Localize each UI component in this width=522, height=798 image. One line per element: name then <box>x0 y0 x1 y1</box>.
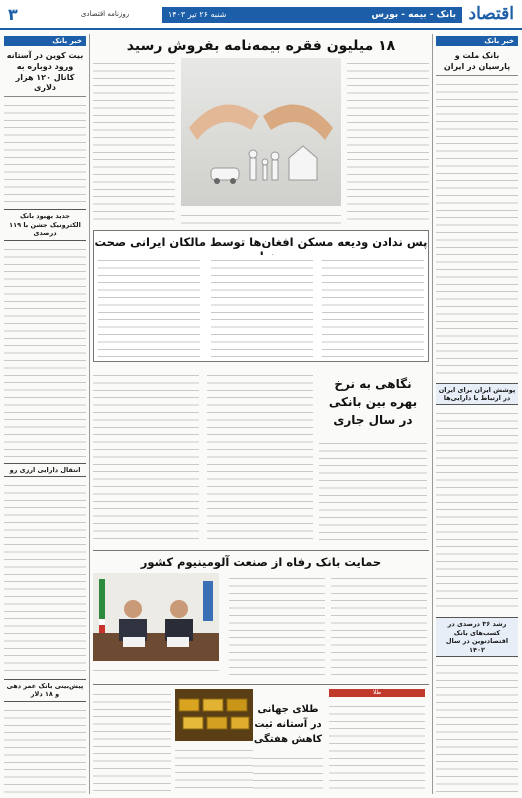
hands-protecting-family-illustration <box>181 58 341 206</box>
right-bottom-body <box>436 660 518 798</box>
interbank-rate-article <box>93 366 429 546</box>
afghan-body-col2 <box>211 255 313 359</box>
column-divider <box>432 34 433 794</box>
left-bottom-body <box>4 705 86 798</box>
left-top-headline: بیت کوین در آستانه ورود دوباره به کانال ۱۲۰ هزار دلاری <box>4 49 86 97</box>
interbank-body-col2 <box>207 370 313 542</box>
right-mid-headline: پوشش ایران برای ایران در ارتباط با دارایی‌ها <box>436 383 518 406</box>
left-top-kicker: خبر بانک <box>4 36 86 46</box>
masthead-subtitle: روزنامه اقتصادی <box>80 10 130 18</box>
left-mid-headline: جدید بهبود بانک الکترونیک جشن با ۱۱۹ درصدی <box>4 209 86 240</box>
gold-article <box>93 684 429 794</box>
right-top-headline: بانک ملت و پارسیان در ایران <box>436 49 518 76</box>
afghan-body-col1 <box>322 255 424 359</box>
gold-bars-illustration <box>175 689 253 741</box>
refah-body-col2 <box>229 573 325 677</box>
insurance-article <box>93 36 429 226</box>
interbank-rate-headline-box <box>317 370 429 434</box>
afghan-deposit-article <box>93 230 429 362</box>
section-title: بانک - بیمه - بورس <box>371 10 456 20</box>
gold-body-col2 <box>253 753 323 791</box>
insurance-body-left <box>93 58 175 224</box>
page-number: ۳ <box>8 5 18 24</box>
insurance-photo <box>181 58 341 206</box>
right-column <box>436 36 518 794</box>
interbank-body-col1 <box>319 438 427 542</box>
gold-body-col3 <box>93 689 171 791</box>
right-top-body <box>436 79 518 379</box>
gold-label: طلا <box>329 689 425 697</box>
left-lower-body <box>4 480 86 675</box>
refah-body-col1 <box>331 573 427 677</box>
refah-photo-caption <box>93 665 219 677</box>
gold-body-col4 <box>175 745 253 791</box>
right-bottom-headline: رشد ۳۶ درصدی در کسب‌های بانک اقتصادنوین در سال ۱۴۰۲ <box>436 617 518 657</box>
afghan-deposit-headline: پس ندادن ودیعه مسکن افغان‌ها توسط مالکان ایرانی صحت <box>94 235 428 249</box>
left-bottom-headline: پیش‌بینی بانک عمر دهی و ۱۸ دلار <box>4 679 86 702</box>
left-lower-headline: انتقال دارایی ارزی رو <box>4 463 86 477</box>
gold-body-col1 <box>329 701 425 791</box>
left-column <box>4 36 86 794</box>
insurance-body-bottom <box>181 210 341 224</box>
right-top-kicker: خبر بانک <box>436 36 518 46</box>
right-mid-body <box>436 408 518 613</box>
afghan-body-col3 <box>98 255 200 359</box>
masthead <box>0 0 522 30</box>
left-top-body <box>4 100 86 205</box>
interbank-rate-headline: نگاهی به نرخ بهره بین بانکی در سال جاری <box>328 377 418 427</box>
gold-bars-photo <box>175 689 253 741</box>
issue-date: شنبه ۲۶ تیر ۱۴۰۳ <box>168 10 227 19</box>
section-band <box>162 7 462 23</box>
signing-ceremony-illustration <box>93 573 219 661</box>
refah-signing-photo <box>93 573 219 661</box>
gold-headline-box <box>253 699 323 749</box>
left-mid-body <box>4 244 86 459</box>
refah-bank-article <box>93 550 429 680</box>
refah-bank-headline: حمایت بانک رفاه از صنعت آلومینیوم کشور <box>140 555 382 569</box>
interbank-body-col3 <box>93 370 199 542</box>
insurance-headline: ۱۸ میلیون فقره بیمه‌نامه بفروش رسید <box>126 38 396 54</box>
column-divider <box>89 34 90 794</box>
insurance-body-right <box>347 58 429 224</box>
newspaper-logo: اقتصاد <box>468 4 514 24</box>
gold-headline: طلای جهانی در آستانه ثبت کاهش هفتگی <box>253 703 323 745</box>
